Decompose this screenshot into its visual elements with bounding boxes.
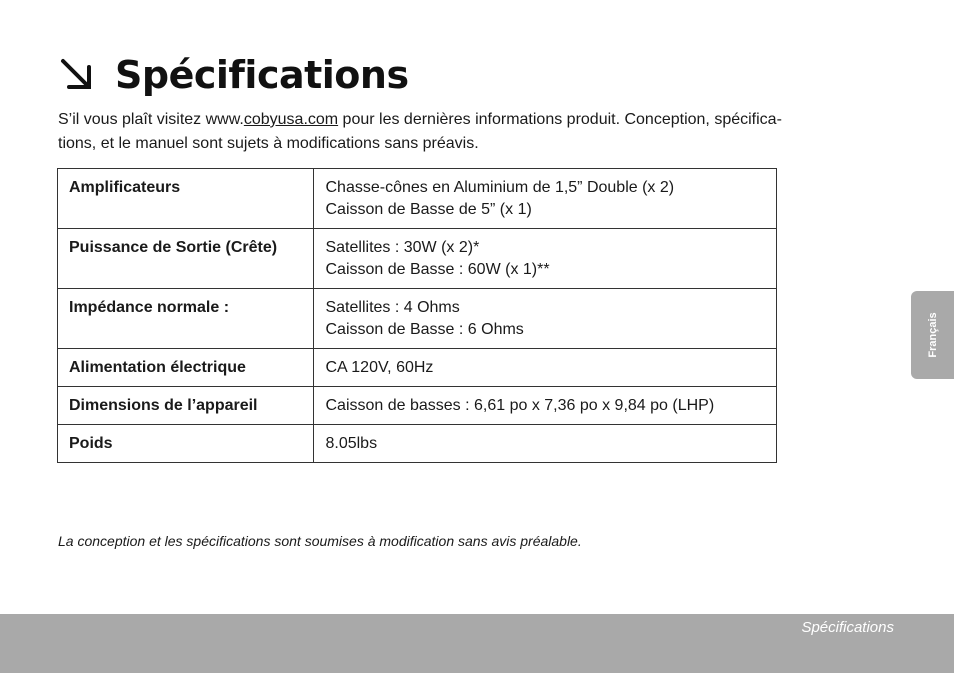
intro-text-line2: tions, et le manuel sont sujets à modifications sans préavis. bbox=[58, 134, 479, 152]
spec-row bbox=[58, 425, 777, 463]
spec-value-cell bbox=[314, 289, 777, 349]
spec-label: Puissance de Sortie (Crête) bbox=[58, 229, 314, 289]
spec-value-cell bbox=[314, 425, 777, 463]
spec-value: Satellites : 30W (x 2)* bbox=[325, 239, 480, 256]
footer-section-title: Spécifications bbox=[801, 619, 894, 636]
spec-label: Impédance normale : bbox=[58, 289, 314, 349]
spec-value: Caisson de Basse de 5” (x 1) bbox=[325, 201, 532, 218]
spec-value: Caisson de basses : 6,61 po x 7,36 po x 9,84 po (LHP) bbox=[325, 397, 715, 414]
spec-value-cell bbox=[314, 169, 777, 229]
footnote: La conception et les spécifications sont soumises à modification sans avis préalable. bbox=[58, 533, 582, 549]
spec-value: Caisson de Basse : 60W (x 1)** bbox=[325, 261, 550, 278]
spec-value: Satellites : 4 Ohms bbox=[325, 299, 460, 316]
spec-label: Dimensions de l’appareil bbox=[58, 387, 314, 425]
language-tab-label: Français bbox=[926, 312, 939, 358]
language-tab[interactable] bbox=[911, 291, 954, 379]
specifications-table bbox=[57, 168, 777, 463]
spec-label: Alimentation électrique bbox=[58, 349, 314, 387]
spec-row bbox=[58, 387, 777, 425]
footer-bar bbox=[0, 614, 954, 673]
page-title: Spécifications bbox=[115, 53, 409, 97]
spec-value: Caisson de Basse : 6 Ohms bbox=[325, 321, 524, 338]
website-link[interactable]: cobyusa.com bbox=[243, 111, 339, 128]
spec-row bbox=[58, 169, 777, 229]
page-heading bbox=[57, 50, 409, 100]
spec-value: 8.05lbs bbox=[325, 435, 378, 452]
intro-paragraph bbox=[58, 108, 878, 155]
spec-row bbox=[58, 229, 777, 289]
specifications-table-body bbox=[58, 169, 777, 463]
spec-value-cell bbox=[314, 229, 777, 289]
spec-row bbox=[58, 349, 777, 387]
spec-value: Chasse-cônes en Aluminium de 1,5” Double (x 2) bbox=[325, 179, 675, 196]
intro-text-rest: pour les dernières informations produit. Conception, spécifica- bbox=[338, 111, 782, 128]
intro-text-start: S’il vous plaît visitez www. bbox=[58, 111, 244, 128]
spec-label: Poids bbox=[58, 425, 314, 463]
spec-value-cell bbox=[314, 349, 777, 387]
spec-label: Amplificateurs bbox=[58, 169, 314, 229]
spec-row bbox=[58, 289, 777, 349]
down-right-arrow-icon bbox=[57, 55, 97, 95]
spec-value: CA 120V, 60Hz bbox=[325, 359, 434, 376]
spec-value-cell bbox=[314, 387, 777, 425]
